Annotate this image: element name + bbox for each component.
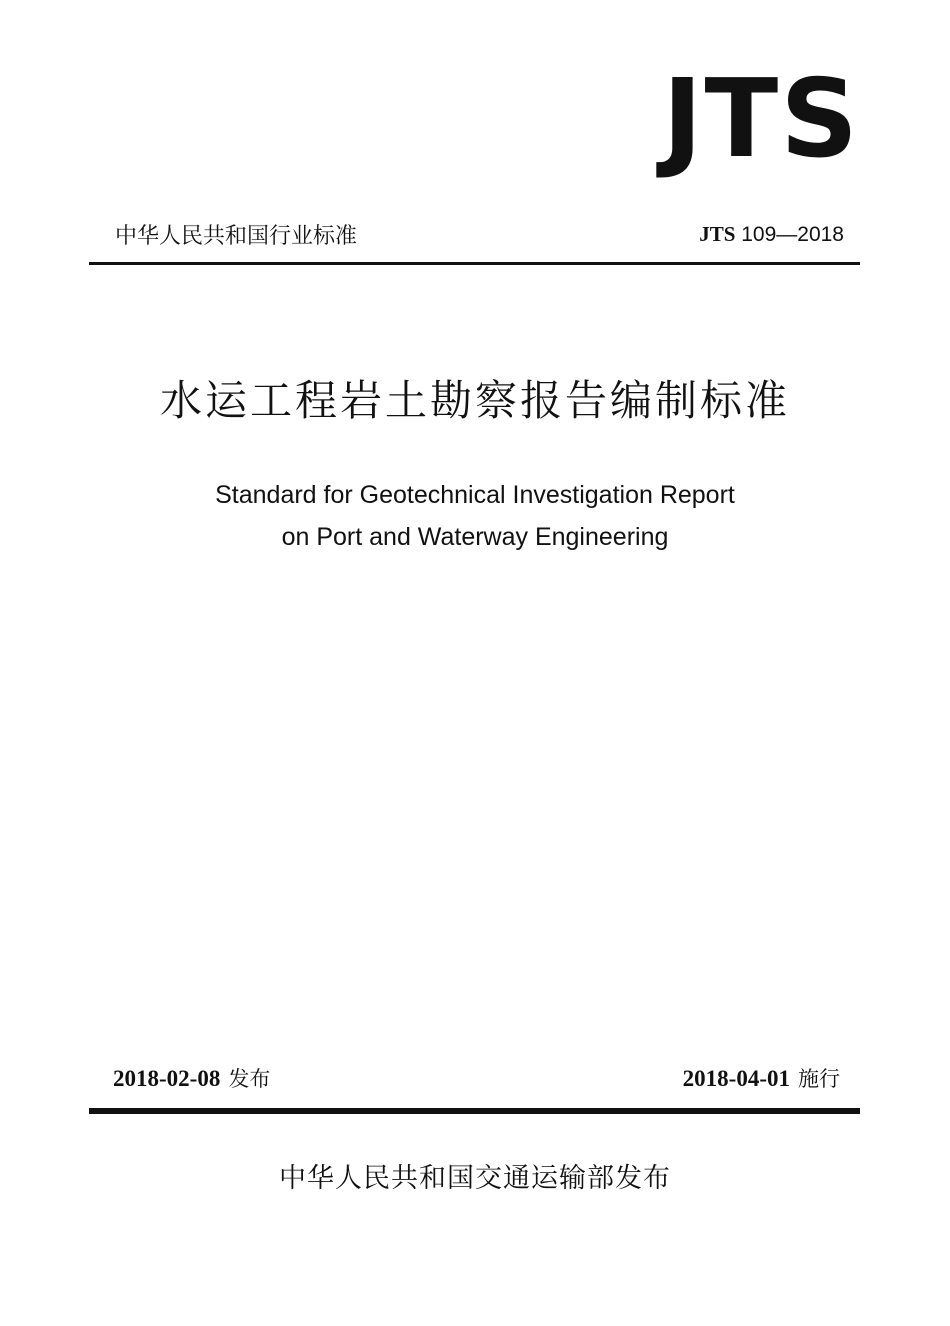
standard-header bbox=[89, 214, 860, 254]
header-divider bbox=[89, 262, 860, 265]
issue-date: 2018-02-08 bbox=[113, 1066, 221, 1091]
title-chinese: 水运工程岩土勘察报告编制标准 bbox=[159, 376, 790, 425]
dates-row bbox=[89, 1060, 860, 1096]
publisher: 中华人民共和国交通运输部发布 bbox=[279, 1163, 671, 1194]
issue-date-block bbox=[113, 1063, 270, 1093]
title-english-line1: Standard for Geotechnical Investigation Report bbox=[215, 481, 735, 509]
implementation-label: 施行 bbox=[798, 1067, 840, 1091]
title-english-line2: on Port and Waterway Engineering bbox=[281, 523, 669, 551]
footer-divider bbox=[89, 1108, 860, 1114]
issue-label: 发布 bbox=[228, 1067, 271, 1091]
standard-code bbox=[699, 222, 844, 247]
jts-logo: JTS bbox=[662, 57, 860, 182]
standard-code-prefix: JTS bbox=[699, 221, 736, 246]
implementation-date-block bbox=[683, 1063, 840, 1093]
standard-code-number: 109—2018 bbox=[741, 222, 844, 246]
title-english bbox=[0, 474, 950, 558]
implementation-date: 2018-04-01 bbox=[682, 1066, 790, 1091]
standard-category: 中华人民共和国行业标准 bbox=[115, 223, 358, 249]
